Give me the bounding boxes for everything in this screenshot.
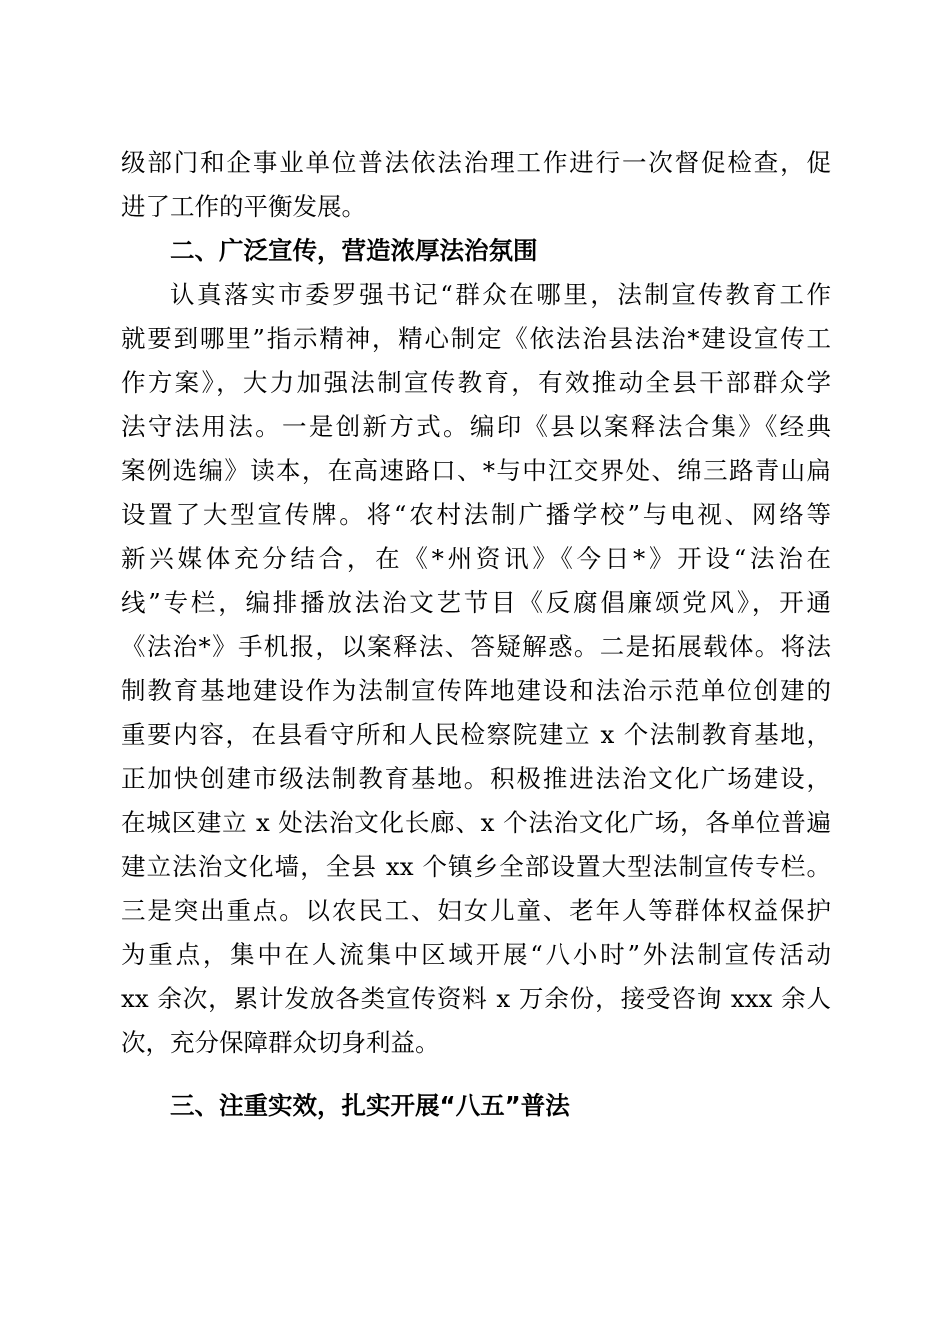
paragraph-line: 为重点，集中在人流集中区域开展“八小时”外法制宣传活动 xyxy=(121,940,831,969)
paragraph-line: 级部门和企事业单位普法依法治理工作进行一次督促检查，促 xyxy=(121,148,831,177)
paragraph-line: 制教育基地建设作为法制宣传阵地建设和法治示范单位创建的 xyxy=(121,676,831,705)
paragraph-line: 法守法用法。一是创新方式。编印《县以案释法合集》《经典 xyxy=(121,412,831,441)
paragraph-line: 作方案》，大力加强法制宣传教育，有效推动全县干部群众学 xyxy=(121,368,831,397)
paragraph-line: 进了工作的平衡发展。 xyxy=(121,192,366,221)
paragraph-line: 正加快创建市级法制教育基地。积极推进法治文化广场建设， xyxy=(121,764,831,793)
paragraph-line: 重要内容，在县看守所和人民检察院建立 x 个法制教育基地， xyxy=(121,720,831,749)
paragraph-line: 在城区建立 x 处法治文化长廊、x 个法治文化广场，各单位普遍 xyxy=(121,808,831,837)
paragraph-line: 建立法治文化墙，全县 xx 个镇乡全部设置大型法制宣传专栏。 xyxy=(121,852,831,881)
paragraph-line: 三是突出重点。以农民工、妇女儿童、老年人等群体权益保护 xyxy=(121,896,831,925)
paragraph-line: 案例选编》读本，在高速路口、*与中江交界处、绵三路青山扁 xyxy=(121,456,831,485)
section-heading-3: 三、注重实效，扎实开展“八五”普法 xyxy=(170,1091,570,1120)
paragraph-line: 就要到哪里”指示精神，精心制定《依法治县法治*建设宣传工 xyxy=(121,324,831,353)
paragraph-line: 认真落实市委罗强书记“群众在哪里，法制宣传教育工作 xyxy=(170,280,831,309)
paragraph-line: 线”专栏，编排播放法治文艺节目《反腐倡廉颂党风》，开通 xyxy=(121,588,831,617)
paragraph-line: 新兴媒体充分结合，在《*州资讯》《今日*》开设“法治在 xyxy=(121,544,831,573)
paragraph-line: 《法治*》手机报，以案释法、答疑解惑。二是拓展载体。将法 xyxy=(121,632,831,661)
paragraph-line: xx 余次，累计发放各类宣传资料 x 万余份，接受咨询 xxx 余人 xyxy=(121,984,831,1013)
paragraph-line: 次，充分保障群众切身利益。 xyxy=(121,1028,440,1057)
paragraph-line: 设置了大型宣传牌。将“农村法制广播学校”与电视、网络等 xyxy=(121,500,831,529)
section-heading-2: 二、广泛宣传，营造浓厚法治氛围 xyxy=(170,236,538,265)
